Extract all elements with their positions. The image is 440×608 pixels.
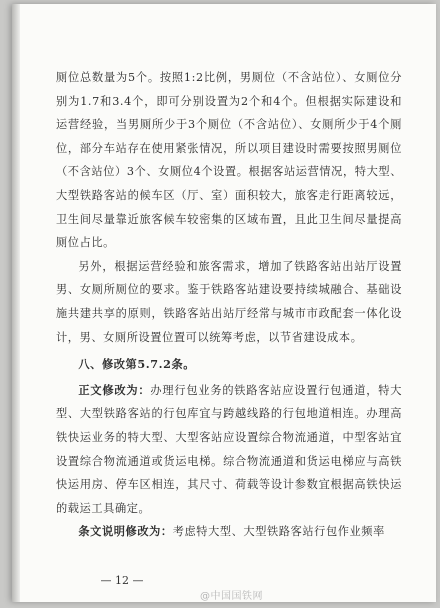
- document-body: [56, 66, 402, 544]
- body-text: 办理行包业务的铁路客站应设置行包通道，特大型、大型铁路客站的行包库宜与跨越线路的行包地道相连。办理高铁快运业务的特大型、大型客站应设置综合物流通道，中型客站宜设置综合物流通道或货运电梯。综合物流通道和货运电梯应与高铁快运用房、停车区相连，其尺寸、荷载等设计参数宜根据高铁快运的载运工具确定。: [56, 383, 402, 515]
- page-binding-shadow: [12, 4, 20, 602]
- note-revision-paragraph: [56, 520, 402, 544]
- note-text: 考虑特大型、大型铁路客站行包作业频率: [172, 525, 385, 539]
- section-heading: 八、修改第5.7.2条。: [78, 357, 196, 372]
- body-revision-paragraph: [56, 379, 402, 521]
- paragraph-2: 另外，根据运营经验和旅客需求，增加了铁路客站出站厅设置男、女厕所厕位的要求。鉴于铁路客站建设要持续城融合、基础设施共建共享的原则，铁路客站出站厅经常与城市市政配套一体化设计，男、女厕所设置位置可以统筹考虑，以节省建设成本。: [56, 259, 402, 344]
- watermark: @中国国铁网: [200, 591, 263, 602]
- page-number: — 12 —: [100, 574, 144, 587]
- paragraph-continued: 厕位总数量为5个。按照1:2比例，男厕位（不含站位）、女厕位分别为1.7和3.4个，即可分别设置为2个和4个。但根据实际建设和运营经验，当男厕所少于3个厕位（不含站位）、女厕所少于4个厕位，部分车站存在使用紧张情况，所以项目建设时需要按照男厕位（不含站位）3个、女厕位4个设置。根据客站运营情况，特大型、大型铁路客站的候车区（厅、室）面积较大，旅客走行距离较远，卫生间尽量靠近旅客候车较密集的区域布置，且此卫生间尽量提高厕位占比。: [56, 71, 402, 250]
- note-label: 条文说明修改为：: [78, 524, 173, 539]
- body-label: 正文修改为：: [78, 382, 151, 397]
